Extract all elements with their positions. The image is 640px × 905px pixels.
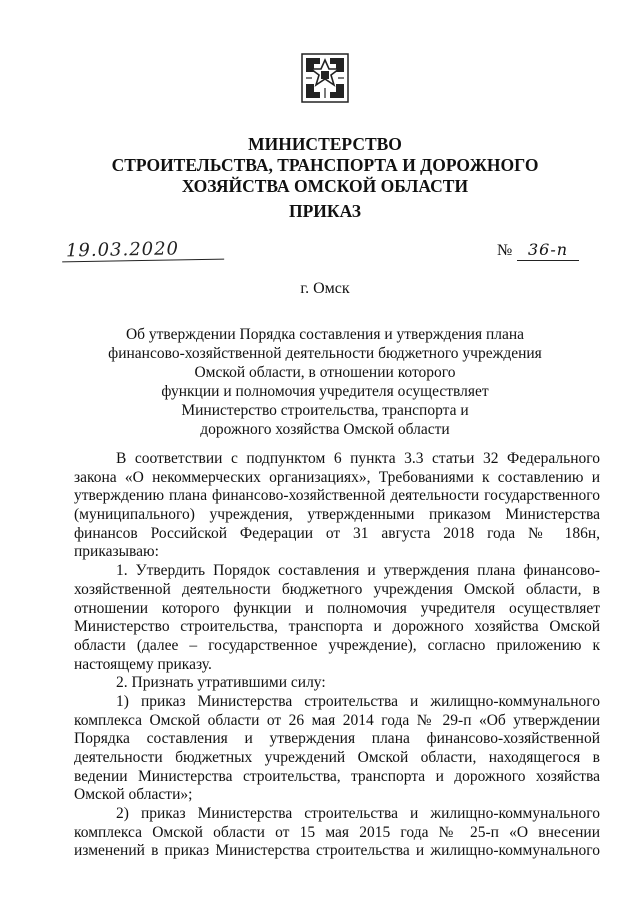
body-line: утверждению плана финансово-хозяйственной деятельности государственного bbox=[74, 487, 600, 505]
subject-line: Омской области, в отношении которого bbox=[194, 364, 456, 381]
body-line: комплекса Омской области от 26 мая 2014 года № 29-п «Об утверждении bbox=[74, 711, 600, 729]
body-line: Порядка составления и утверждения плана финансово-хозяйственной bbox=[74, 730, 600, 748]
order-number-field bbox=[497, 240, 597, 261]
body-line: приказываю: bbox=[74, 543, 159, 561]
order-number: 36-п bbox=[517, 240, 579, 261]
document-type: ПРИКАЗ bbox=[288, 201, 362, 221]
body-line: закона «О некоммерческих организациях», Требованиями к составлению и bbox=[74, 468, 600, 486]
body-line: области (далее – государственное учреждение), согласно приложению к bbox=[74, 636, 600, 654]
ministry-line: МИНИСТЕРСТВО bbox=[248, 134, 402, 154]
subject-line: Об утверждении Порядка составления и утверждения плана bbox=[125, 326, 525, 343]
body-line: Омской области»; bbox=[74, 786, 193, 804]
subject-line: Министерство строительства, транспорта и bbox=[181, 402, 469, 419]
subject-line: функции и полномочия учредителя осуществляет bbox=[161, 383, 489, 400]
order-subject bbox=[90, 325, 560, 439]
body-line: 1. Утвердить Порядок составления и утверждения плана финансово- bbox=[116, 562, 600, 580]
body-line: финансов Российской Федерации от 31 августа 2018 года № 186н, bbox=[74, 524, 600, 542]
body-line: настоящему приказу. bbox=[74, 655, 212, 673]
body-line: В соответствии с подпунктом 6 пункта 3.3 статьи 32 Федерального bbox=[116, 450, 600, 467]
ministry-name bbox=[60, 134, 590, 197]
subject-line: дорожного хозяйства Омской области bbox=[200, 421, 450, 438]
body-line: хозяйственной деятельности бюджетного учреждения Омской области, в bbox=[74, 580, 600, 598]
body-line: (муниципального) учреждения, утвержденными приказом Министерства bbox=[74, 506, 600, 524]
subclause-2-2-paragraph bbox=[74, 805, 600, 861]
subject-line: финансово-хозяйственной деятельности бюджетного учреждения bbox=[108, 345, 542, 362]
ministry-line: СТРОИТЕЛЬСТВА, ТРАНСПОРТА И ДОРОЖНОГО bbox=[111, 155, 539, 175]
body-line: изменений в приказ Министерства строительства и жилищно-коммунального bbox=[74, 842, 600, 860]
clause-2-paragraph bbox=[74, 674, 600, 693]
body-line: 1) приказ Министерства строительства и жилищно-коммунального bbox=[116, 692, 600, 710]
city: г. Омск bbox=[300, 280, 350, 297]
clause-1-paragraph bbox=[74, 562, 600, 674]
preamble-paragraph bbox=[74, 450, 600, 562]
order-body bbox=[74, 450, 600, 861]
body-line: деятельности бюджетных учреждений Омской области, находящегося в bbox=[74, 749, 600, 766]
number-sign: № bbox=[497, 242, 513, 259]
body-line: ведении Министерства строительства, транспорта и дорожного хозяйства bbox=[74, 767, 600, 785]
body-line: Министерство строительства, транспорта и дорожного хозяйства Омской bbox=[74, 618, 600, 636]
ministry-line: ХОЗЯЙСТВА ОМСКОЙ ОБЛАСТИ bbox=[181, 176, 469, 196]
subclause-2-1-paragraph bbox=[74, 693, 600, 805]
coat-of-arms-emblem bbox=[300, 52, 350, 104]
body-line: 2) приказ Министерства строительства и жилищно-коммунального bbox=[116, 805, 600, 823]
body-line: комплекса Омской области от 15 мая 2015 года № 25-п «О внесении bbox=[74, 823, 600, 841]
order-date: 19.03.2020 bbox=[62, 239, 224, 263]
body-line: 2. Признать утратившими силу: bbox=[116, 674, 326, 692]
body-line: отношении которого функции и полномочия учредителя осуществляет bbox=[74, 599, 600, 617]
